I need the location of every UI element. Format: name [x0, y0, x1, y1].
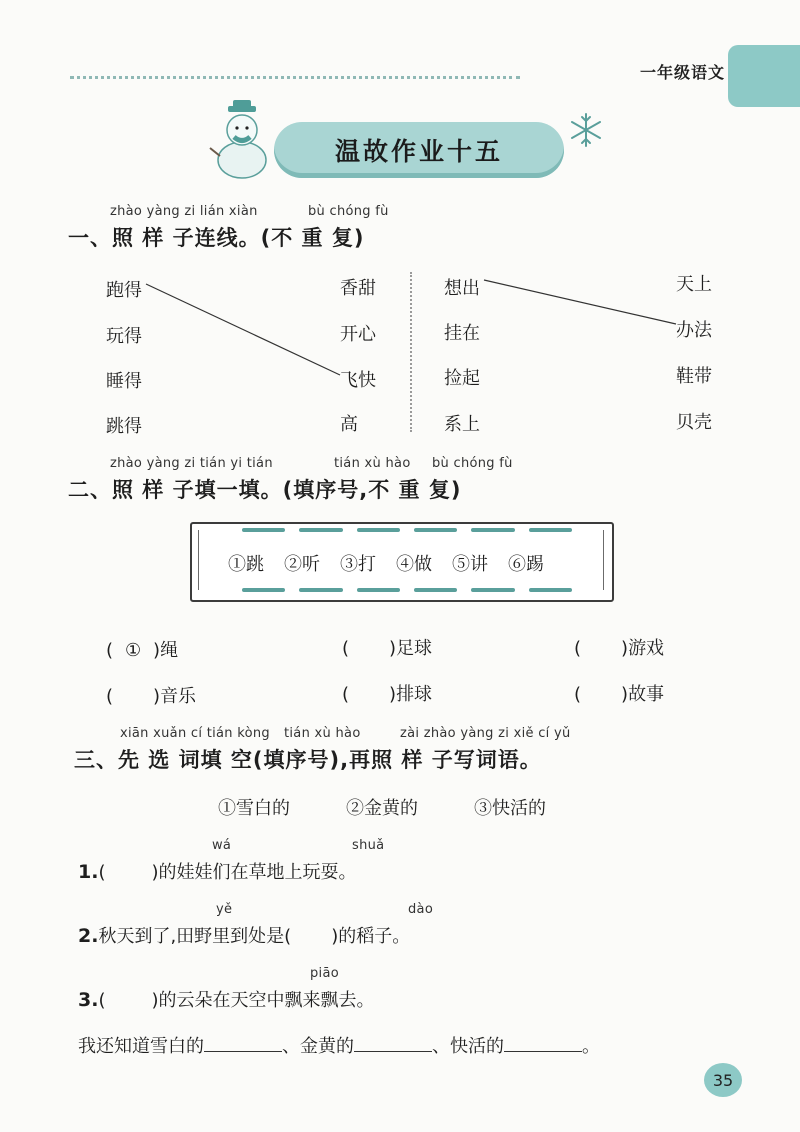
option-5: ⑤讲: [452, 554, 488, 575]
section3-heading: 三、先 选 词填 空(填序号),再照 样 子写词语。: [74, 748, 542, 772]
fill-item-1: ( ① )绳: [106, 640, 179, 661]
match-right-3[interactable]: 飞快: [340, 370, 376, 391]
option-6: ⑥踢: [508, 554, 544, 575]
q1-pinyin-shua: shuǎ: [352, 838, 385, 853]
match-left-2[interactable]: 玩得: [106, 326, 142, 347]
box-top-dashes: [242, 528, 572, 532]
fill-item-3: ( )游戏: [574, 638, 665, 659]
question-3: 3.( )的云朵在天空中飘来飘去。: [78, 989, 375, 1011]
options-list: [228, 550, 544, 576]
match-left-3[interactable]: 睡得: [106, 371, 142, 392]
choice-2: ②金黄的: [346, 798, 418, 819]
blank-xuebai[interactable]: [204, 1035, 282, 1052]
match-right-1[interactable]: 香甜: [340, 278, 376, 299]
match-left2-4[interactable]: 系上: [444, 414, 480, 435]
match-left2-2[interactable]: 挂在: [444, 323, 480, 344]
fill-item-6: ( )故事: [574, 684, 665, 705]
fill-item-4: ( )音乐: [106, 686, 197, 707]
q3-pinyin-piao: piāo: [310, 966, 339, 981]
fill-answer-1[interactable]: ①: [124, 640, 142, 661]
section3-pinyin-b: tián xù hào: [284, 726, 361, 741]
match-right2-4[interactable]: 贝壳: [676, 412, 712, 433]
example-match-lines: [0, 0, 800, 460]
match-left-4[interactable]: 跳得: [106, 416, 142, 437]
match-left2-3[interactable]: 捡起: [444, 368, 480, 389]
section1-heading: 一、照 样 子连线。(不 重 复): [68, 226, 365, 250]
question-2: 2.秋天到了,田野里到处是( )的稻子。: [78, 925, 411, 947]
match-right-4[interactable]: 高: [340, 414, 358, 435]
match-right-2[interactable]: 开心: [340, 324, 376, 345]
blank-kuaihuo[interactable]: [504, 1035, 582, 1052]
match-left-1[interactable]: 跑得: [106, 280, 142, 301]
section2-pinyin-a: zhào yàng zi tián yi tián: [110, 456, 273, 471]
match-right2-3[interactable]: 鞋带: [676, 366, 712, 387]
q2-pinyin-dao: dào: [408, 902, 434, 917]
option-1: ①跳: [228, 554, 264, 575]
fill-item-5: ( )排球: [342, 684, 433, 705]
extension-line: 我还知道雪白的 、金黄的 、快活的 。: [78, 1036, 600, 1057]
page-title: 温故作业十五: [334, 137, 503, 166]
grade-label: 一年级语文: [640, 63, 726, 82]
q1-pinyin-wa: wá: [212, 838, 232, 853]
section3-pinyin-a: xiān xuǎn cí tián kòng: [120, 726, 270, 741]
box-bottom-dashes: [242, 588, 572, 592]
section2-heading: 二、照 样 子填一填。(填序号,不 重 复): [68, 478, 462, 502]
match-left2-1[interactable]: 想出: [444, 278, 480, 299]
match-right2-2[interactable]: 办法: [676, 320, 712, 341]
section2-pinyin-c: bù chóng fù: [432, 456, 513, 471]
example-line-1: [146, 284, 340, 375]
option-2: ②听: [284, 554, 320, 575]
example-line-2: [484, 280, 676, 324]
q2-pinyin-ye: yě: [216, 902, 233, 917]
section3-pinyin-c: zài zhào yàng zi xiě cí yǔ: [400, 726, 571, 741]
question-1: 1.( )的娃娃们在草地上玩耍。: [78, 861, 357, 883]
choice-3: ③快活的: [474, 798, 546, 819]
blank-jinhuang[interactable]: [354, 1035, 432, 1052]
section1-pinyin-a: zhào yàng zi lián xiàn: [110, 204, 258, 219]
option-3: ③打: [340, 554, 376, 575]
section2-pinyin-b: tián xù hào: [334, 456, 411, 471]
match-right2-1[interactable]: 天上: [676, 274, 712, 295]
fill-item-2: ( )足球: [342, 638, 433, 659]
option-4: ④做: [396, 554, 432, 575]
word-choices: [218, 794, 546, 820]
page-number: 35: [704, 1063, 742, 1097]
choice-1: ①雪白的: [218, 798, 290, 819]
section1-pinyin-b: bù chóng fù: [308, 204, 389, 219]
